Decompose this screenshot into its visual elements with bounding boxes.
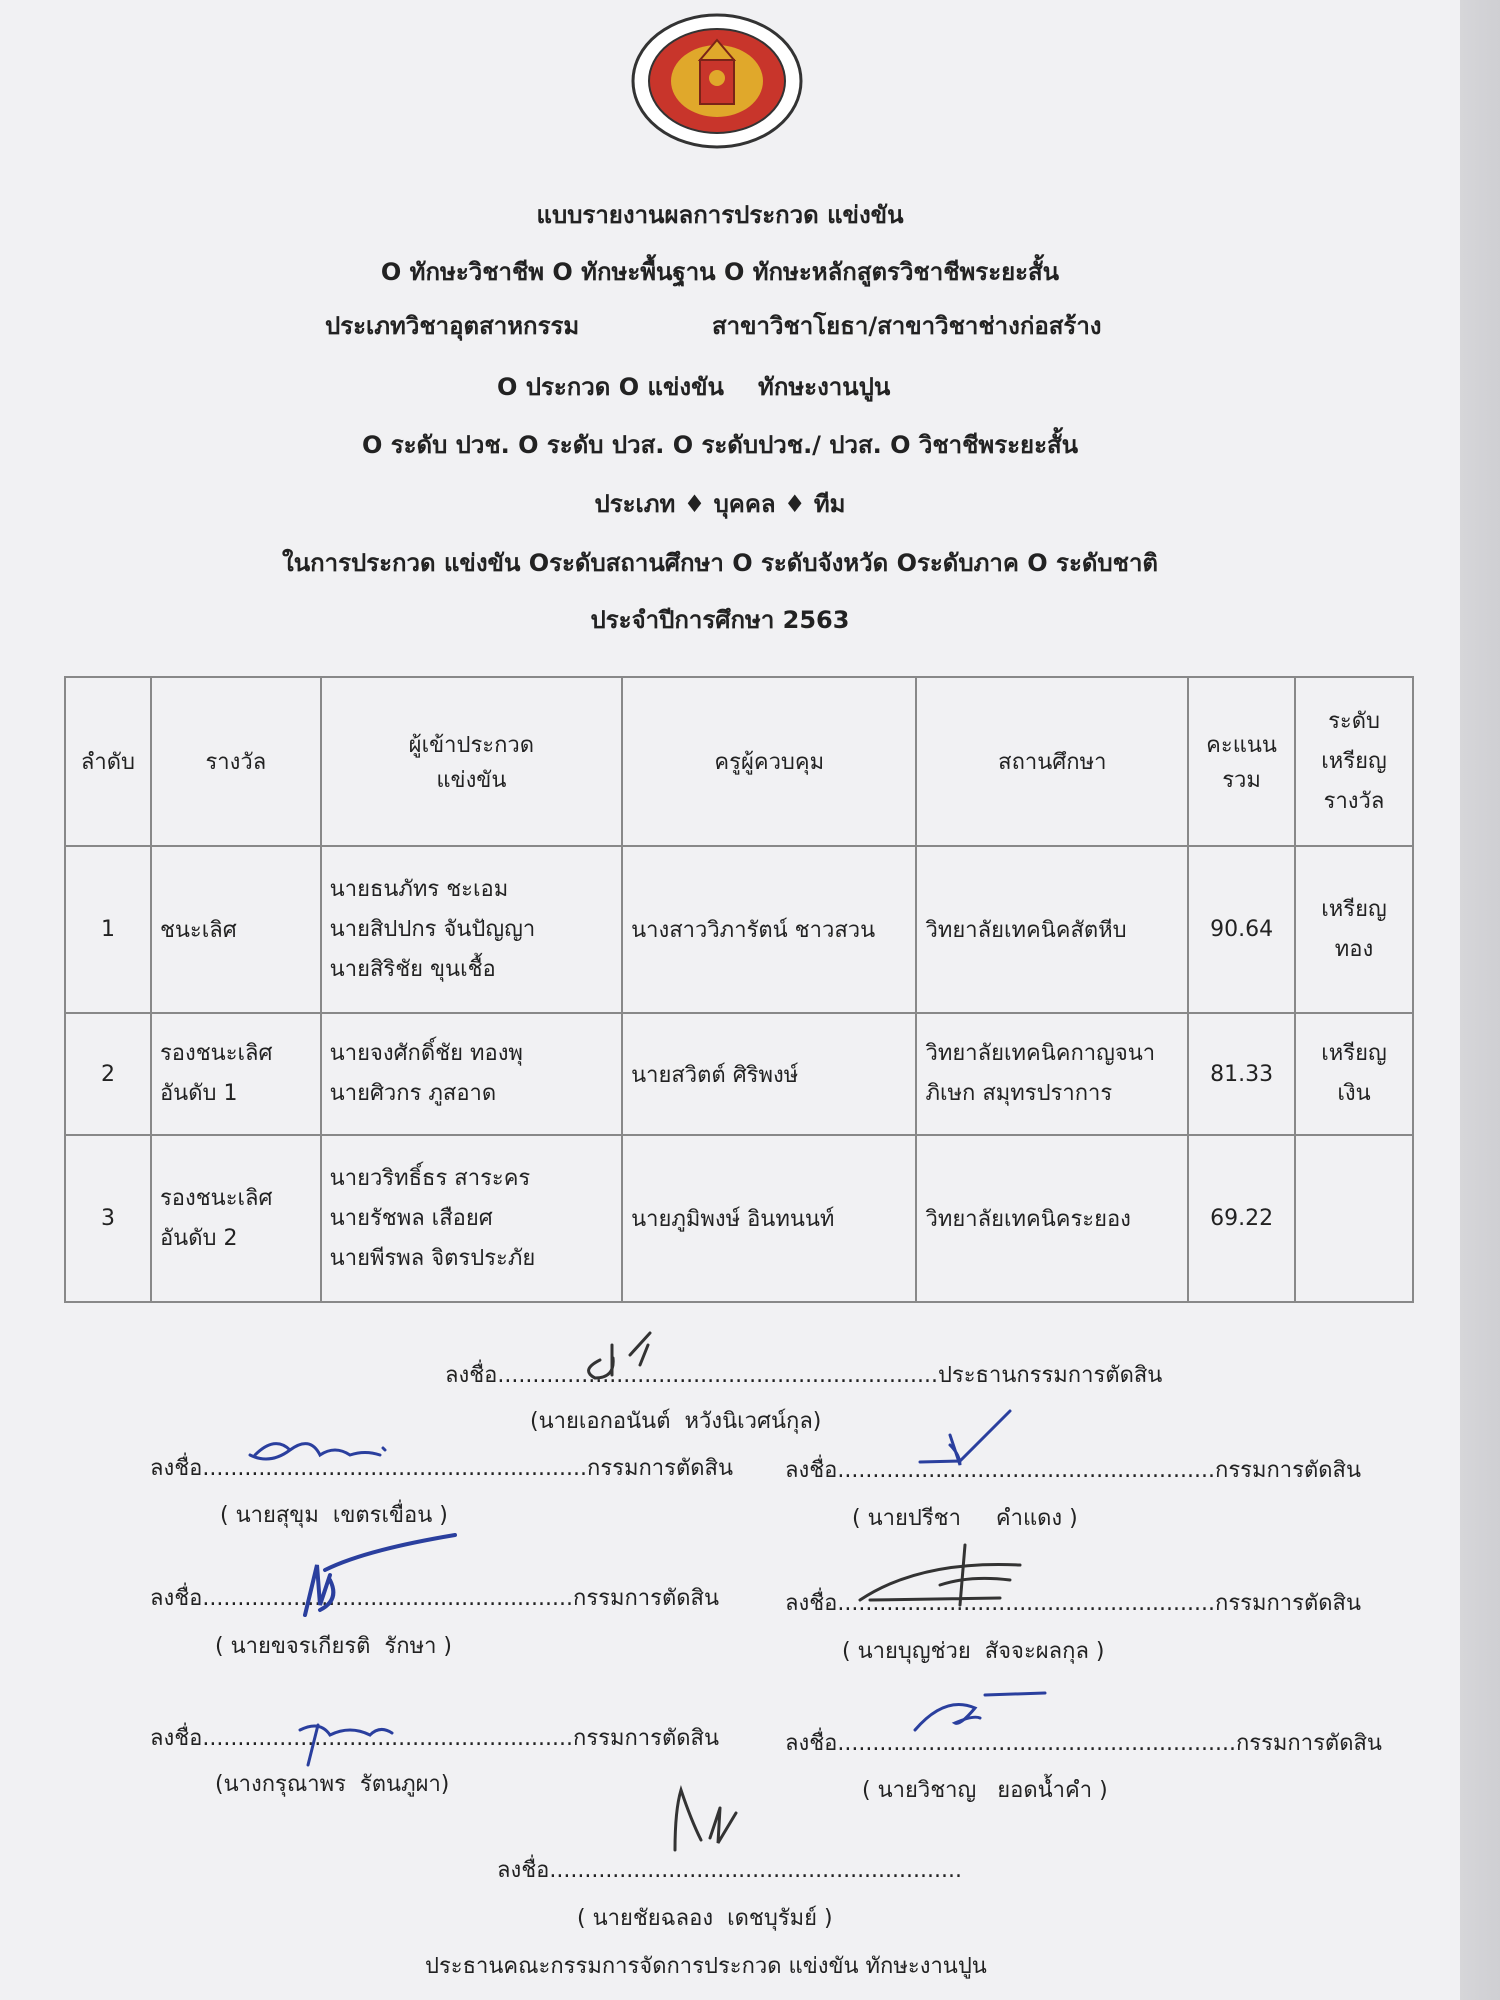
skill-type-options: O ทักษะวิชาชีพ O ทักษะพื้นฐาน O ทักษะหลักสูตรวิชาชีพระยะสั้น [380,258,1060,286]
competition-level-options: ในการประกวด แข่งขัน Oระดับสถานศึกษา O ระดับจังหวัด Oระดับภาค O ระดับชาติ [281,549,1159,577]
signature-organizer [675,1790,736,1850]
col-header-score: คะแนน รวม [1188,677,1295,846]
score-cell: 81.33 [1188,1013,1295,1135]
report-title: แบบรายงานผลการประกวด แข่งขัน [536,201,904,229]
competitors-cell: นายวริทธิ์ธร สาระคร นายรัชพล เสือยศ นายพีรพล จิตรประภัย [321,1135,622,1302]
school-cell: วิทยาลัยเทคนิคระยอง [916,1135,1188,1302]
judge-4-name: ( นายบุญช่วย สัจจะผลกุล ) [842,1639,1105,1664]
judge-6-signature-line: ลงชื่อ.........................................................กรรมการตัดสิน [785,1731,1382,1756]
judge-4-signature-line: ลงชื่อ......................................................กรรมการตัดสิน [785,1591,1361,1616]
score-cell: 69.22 [1188,1135,1295,1302]
medal-cell: เหรียญ เงิน [1295,1013,1413,1135]
judge-5-signature-line: ลงชื่อ.....................................................กรรมการตัดสิน [150,1726,719,1751]
page-edge [1460,0,1500,2000]
signature-judge-2 [920,1411,1010,1465]
chair-name: (นายเอกอนันต์ หวังนิเวศน์กุล) [530,1409,822,1434]
col-header-rank: ลำดับ [65,677,151,846]
col-header-competitors: ผู้เข้าประกวด แข่งขัน [321,677,622,846]
competitors-cell: นายจงศักดิ์ชัย ทองพุ นายศิวกร ภูสอาด [321,1013,622,1135]
award-cell: ชนะเลิศ [151,846,321,1013]
signature-judge-4 [860,1545,1020,1605]
col-header-medal: ระดับ เหรียญ รางวัล [1295,677,1413,846]
signature-judge-3 [305,1535,455,1615]
rank-cell: 2 [65,1013,151,1135]
participant-type-options: ประเภท ♦ บุคคล ♦ ทีม [594,490,846,518]
signature-chair [589,1333,650,1378]
judge-6-name: ( นายวิชาญ ยอดน้ำคำ ) [862,1778,1108,1803]
level-options: O ระดับ ปวช. O ระดับ ปวส. O ระดับปวช./ ปวส. O วิชาชีพระยะสั้น [361,431,1079,459]
medal-cell: เหรียญ ทอง [1295,846,1413,1013]
judge-1-name: ( นายสุขุม เขตรเขื่อน ) [220,1503,448,1528]
signature-judge-1 [250,1444,385,1459]
col-header-award: รางวัล [151,677,321,846]
teacher-cell: นายสวิตต์ ศิริพงษ์ [622,1013,916,1135]
teacher-cell: นางสาววิภารัตน์ ชาวสวน [622,846,916,1013]
col-header-teacher: ครูผู้ควบคุม [622,677,916,846]
competitors-cell: นายธนภัทร ชะเอม นายสิปปกร จันปัญญา นายสิริชัย ขุนเชื้อ [321,846,622,1013]
judge-2-name: ( นายปรีชา คำแดง ) [852,1506,1078,1531]
judge-3-name: ( นายขจรเกียรติ รักษา ) [215,1634,452,1659]
teacher-cell: นายภูมิพงษ์ อินทนนท์ [622,1135,916,1302]
rank-cell: 3 [65,1135,151,1302]
skill-name: ทักษะงานปูน [758,373,891,401]
signature-judge-6 [915,1693,1045,1730]
judge-3-signature-line: ลงชื่อ.....................................................กรรมการตัดสิน [150,1586,719,1611]
subject-branch: สาขาวิชาโยธา/สาขาวิชาช่างก่อสร้าง [712,312,1102,340]
contest-type-options: O ประกวด O แข่งขัน [497,373,724,401]
judge-2-signature-line: ลงชื่อ......................................................กรรมการตัดสิน [785,1458,1361,1483]
col-header-school: สถานศึกษา [916,677,1188,846]
academic-year: ประจำปีการศึกษา 2563 [590,606,850,634]
school-cell: วิทยาลัยเทคนิคสัตหีบ [916,846,1188,1013]
judge-5-name: (นางกรุณาพร รัตนภูผา) [215,1772,450,1797]
score-cell: 90.64 [1188,846,1295,1013]
signature-judge-5 [300,1725,392,1765]
award-cell: รองชนะเลิศ อันดับ 1 [151,1013,321,1135]
chair-signature-line: ลงชื่อ...............................................................ประธานกรรมการตัดสิน [445,1363,1163,1388]
school-cell: วิทยาลัยเทคนิคกาญจนา ภิเษก สมุทรปราการ [916,1013,1188,1135]
field-type: ประเภทวิชาอุตสาหกรรม [325,312,580,340]
organizer-name: ( นายชัยฉลอง เดชบุรัมย์ ) [577,1906,833,1931]
organizer-title: ประธานคณะกรรมการจัดการประกวด แข่งขัน ทักษะงานปูน [425,1954,987,1979]
judge-1-signature-line: ลงชื่อ.......................................................กรรมการตัดสิน [150,1456,733,1481]
award-cell: รองชนะเลิศ อันดับ 2 [151,1135,321,1302]
rank-cell: 1 [65,846,151,1013]
organizer-signature-line: ลงชื่อ........................................................... [497,1858,962,1883]
